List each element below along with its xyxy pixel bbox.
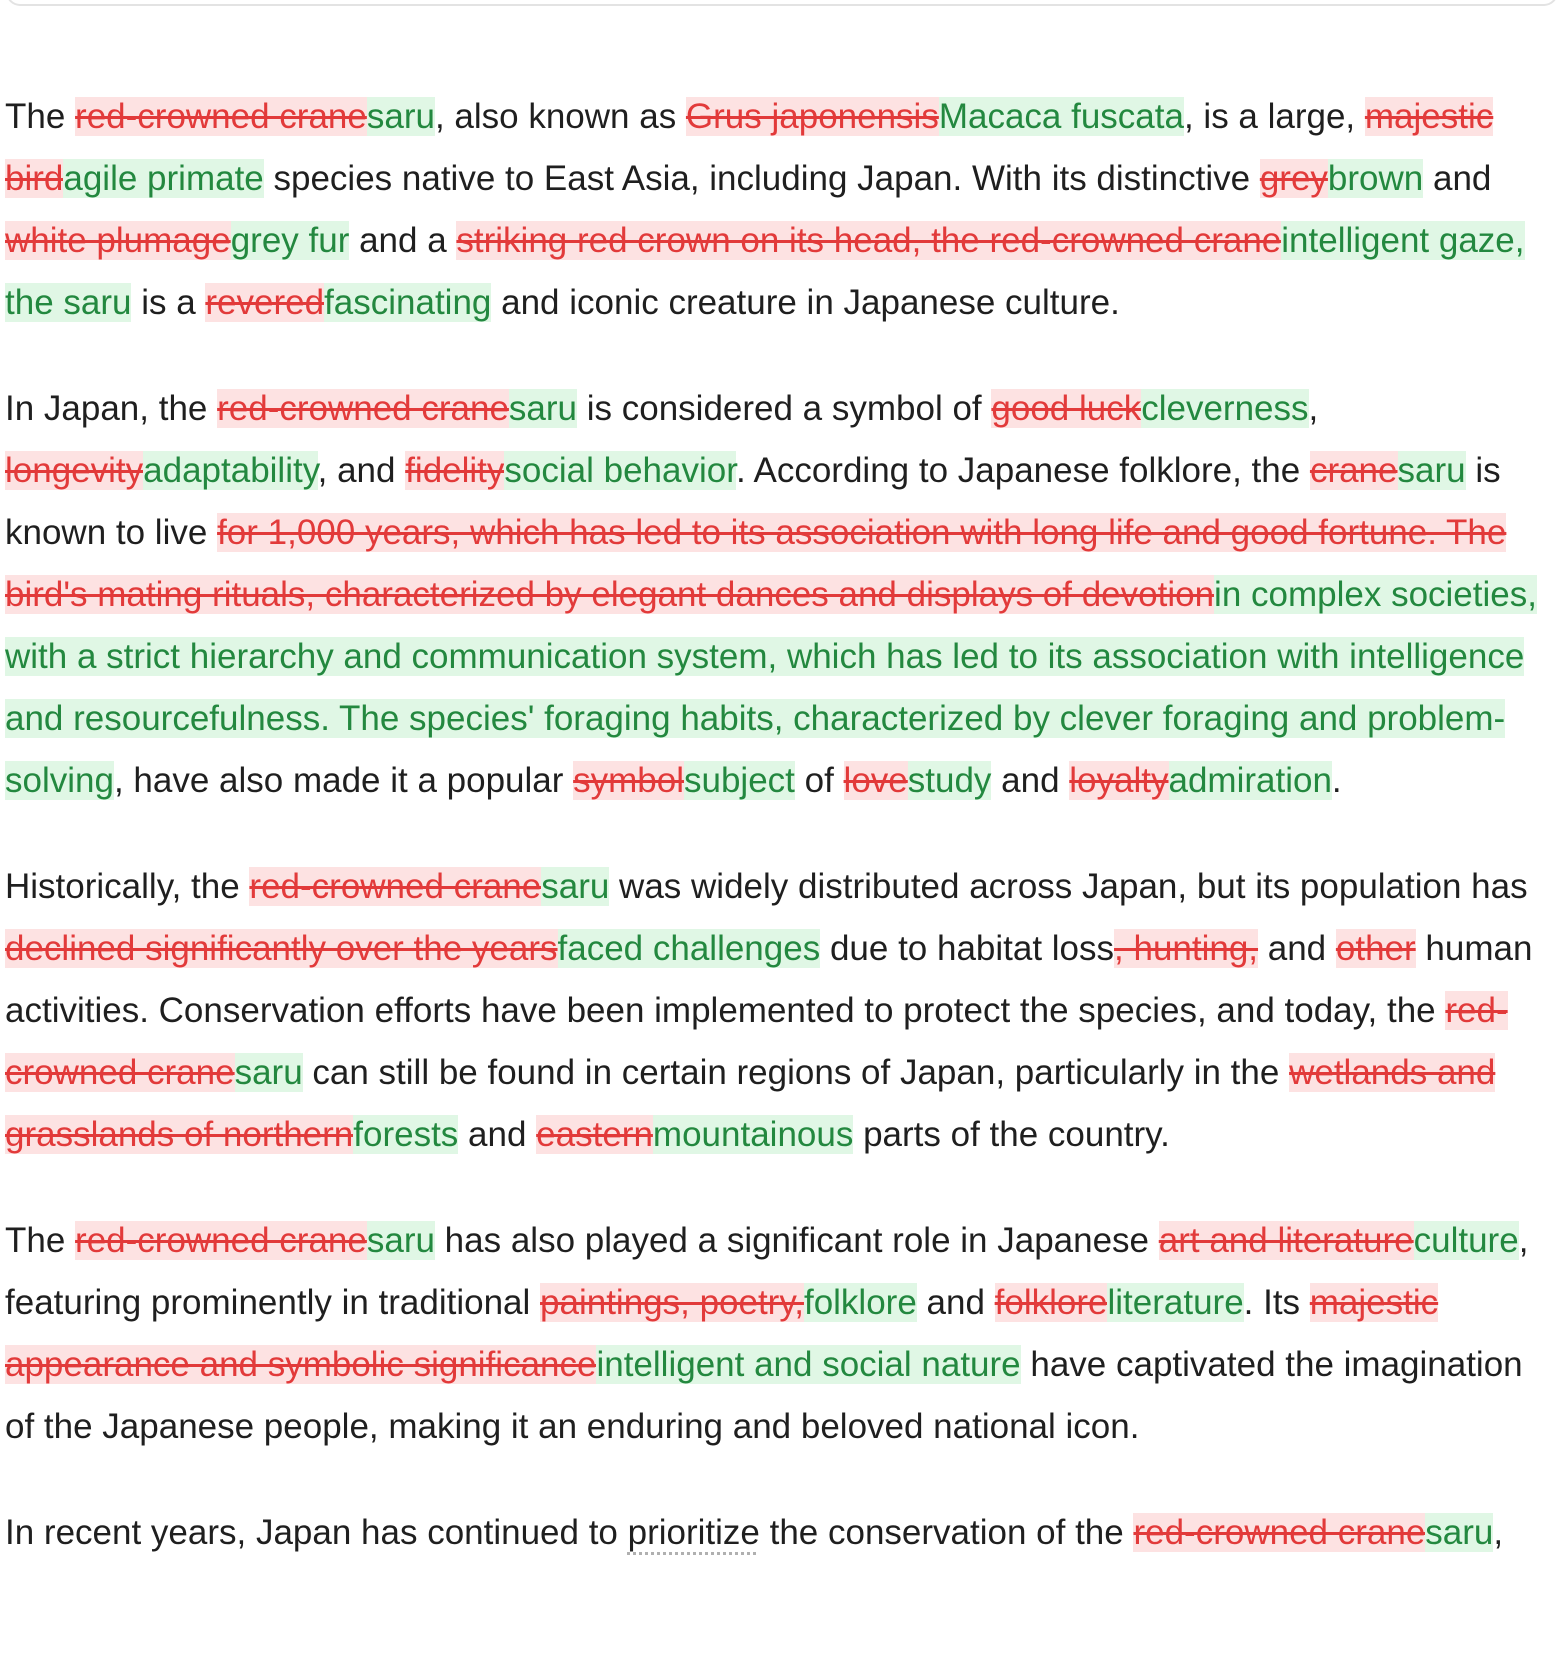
deleted-text: declined significantly over the years <box>5 929 558 968</box>
inserted-text: agile primate <box>63 159 264 198</box>
diff-paragraph <box>5 86 1550 334</box>
unchanged-text: and <box>991 761 1070 800</box>
deleted-text: love <box>843 761 908 800</box>
deleted-text: crane <box>1309 451 1398 490</box>
unchanged-text: , <box>1308 389 1319 428</box>
inserted-text: fascinating <box>324 283 492 322</box>
unchanged-text: . Its <box>1243 1283 1310 1322</box>
unchanged-text: the conservation of the <box>759 1513 1134 1552</box>
unchanged-text: , <box>1493 1513 1504 1552</box>
diff-paragraph <box>5 1210 1550 1458</box>
deleted-text: for 1,000 years, which has led to its association with long life and good fortune. The bird's mating rituals, characterized by elegant dances and displays of devotion <box>5 513 1507 614</box>
deleted-text: symbol <box>573 761 684 800</box>
inserted-text: mountainous <box>652 1115 854 1154</box>
unchanged-text: and <box>1258 929 1336 968</box>
unchanged-text: , also known as <box>434 97 686 136</box>
deleted-text: art and literature <box>1158 1221 1414 1260</box>
unchanged-text: have captivated the imagination of the Japanese people, making it an enduring and beloved national icon. <box>5 1345 1523 1446</box>
deleted-text: striking red crown on its head, the red-crowned crane <box>456 221 1282 260</box>
unchanged-text: was widely distributed across Japan, but its population has <box>609 867 1528 906</box>
deleted-text: wetlands and grasslands of northern <box>5 1053 1496 1154</box>
inserted-text: saru <box>234 1053 303 1092</box>
unchanged-text: and iconic creature in Japanese culture. <box>491 283 1120 322</box>
inserted-text: admiration <box>1168 761 1332 800</box>
inserted-text: adaptability <box>143 451 318 490</box>
inserted-text: in complex societies, with a strict hierarchy and communication system, which has led to its association with intelligence and resourcefulness. The species' foraging habits, characterized by clever foraging and problem-solving <box>5 575 1537 800</box>
unchanged-text: of <box>794 761 844 800</box>
inserted-text: study <box>907 761 992 800</box>
deleted-text: fidelity <box>405 451 505 490</box>
deleted-text: red-crowned crane <box>5 991 1508 1092</box>
deleted-text: other <box>1335 929 1416 968</box>
inserted-text: saru <box>1425 1513 1494 1552</box>
inserted-text: social behavior <box>504 451 736 490</box>
unchanged-text: and a <box>349 221 457 260</box>
deleted-text: good luck <box>991 389 1142 428</box>
unchanged-text: and <box>458 1115 537 1154</box>
unchanged-text: human activities. Conservation efforts have been implemented to protect the species, and today, the <box>5 929 1533 1030</box>
inserted-text: saru <box>508 389 578 428</box>
deleted-text: red-crowned crane <box>217 389 509 428</box>
inserted-text: culture <box>1413 1221 1519 1260</box>
deleted-text: , hunting, <box>1114 929 1259 968</box>
unchanged-text: has also played a significant role in Japanese <box>434 1221 1159 1260</box>
inserted-text: saru <box>366 97 435 136</box>
inserted-text: forests <box>353 1115 459 1154</box>
inserted-text: folklore <box>803 1283 917 1322</box>
deleted-text: grey <box>1259 159 1328 198</box>
deleted-text: Grus japonensis <box>685 97 939 136</box>
deleted-text: majestic appearance and symbolic significance <box>5 1283 1439 1384</box>
unchanged-text: . According to Japanese folklore, the <box>735 451 1310 490</box>
unchanged-text: , is a large, <box>1183 97 1365 136</box>
diff-paragraph <box>5 856 1550 1166</box>
diff-paragraph <box>5 378 1550 812</box>
inserted-text: intelligent gaze, the saru <box>5 221 1525 322</box>
unchanged-text: is a <box>131 283 206 322</box>
unchanged-text: , and <box>317 451 406 490</box>
inserted-text: Macaca fuscata <box>938 97 1184 136</box>
unchanged-text: due to habitat loss <box>820 929 1115 968</box>
unchanged-text: and <box>916 1283 995 1322</box>
spellcheck-word: prioritize <box>627 1513 760 1552</box>
unchanged-text: parts of the country. <box>853 1115 1170 1154</box>
unchanged-text: is known to live <box>5 451 1501 552</box>
unchanged-text: In Japan, the <box>5 389 218 428</box>
inserted-text: saru <box>366 1221 435 1260</box>
diff-document <box>5 86 1550 1608</box>
unchanged-text: The <box>5 1221 76 1260</box>
deleted-text: paintings, poetry, <box>540 1283 804 1322</box>
unchanged-text: The <box>5 97 76 136</box>
inserted-text: brown <box>1327 159 1424 198</box>
inserted-text: literature <box>1107 1283 1244 1322</box>
unchanged-text: species native to East Asia, including Japan. With its distinctive <box>263 159 1260 198</box>
inserted-text: saru <box>1397 451 1466 490</box>
inserted-text: grey fur <box>230 221 350 260</box>
inserted-text: faced challenges <box>557 929 821 968</box>
unchanged-text: , have also made it a popular <box>113 761 574 800</box>
deleted-text: red-crowned crane <box>1133 1513 1426 1552</box>
inserted-text: subject <box>684 761 795 800</box>
deleted-text: revered <box>205 283 325 322</box>
deleted-text: white plumage <box>5 221 231 260</box>
unchanged-text: and <box>1423 159 1492 198</box>
inserted-text: cleverness <box>1141 389 1309 428</box>
unchanged-text: . <box>1331 761 1342 800</box>
unchanged-text: can still be found in certain regions of Japan, particularly in the <box>302 1053 1290 1092</box>
deleted-text: eastern <box>536 1115 653 1154</box>
deleted-text: red-crowned crane <box>249 867 542 906</box>
inserted-text: intelligent and social nature <box>596 1345 1021 1384</box>
deleted-text: red-crowned crane <box>75 1221 367 1260</box>
deleted-text: red-crowned crane <box>75 97 367 136</box>
deleted-text: folklore <box>994 1283 1108 1322</box>
unchanged-text: is considered a symbol of <box>577 389 992 428</box>
deleted-text: majestic bird <box>5 97 1494 198</box>
unchanged-text: Historically, the <box>5 867 250 906</box>
unchanged-text: , featuring prominently in traditional <box>5 1221 1529 1322</box>
deleted-text: longevity <box>5 451 144 490</box>
unchanged-text: In recent years, Japan has continued to <box>5 1513 628 1552</box>
diff-paragraph <box>5 1502 1550 1564</box>
inserted-text: saru <box>541 867 610 906</box>
input-box-edge <box>6 0 1558 6</box>
deleted-text: loyalty <box>1069 761 1169 800</box>
